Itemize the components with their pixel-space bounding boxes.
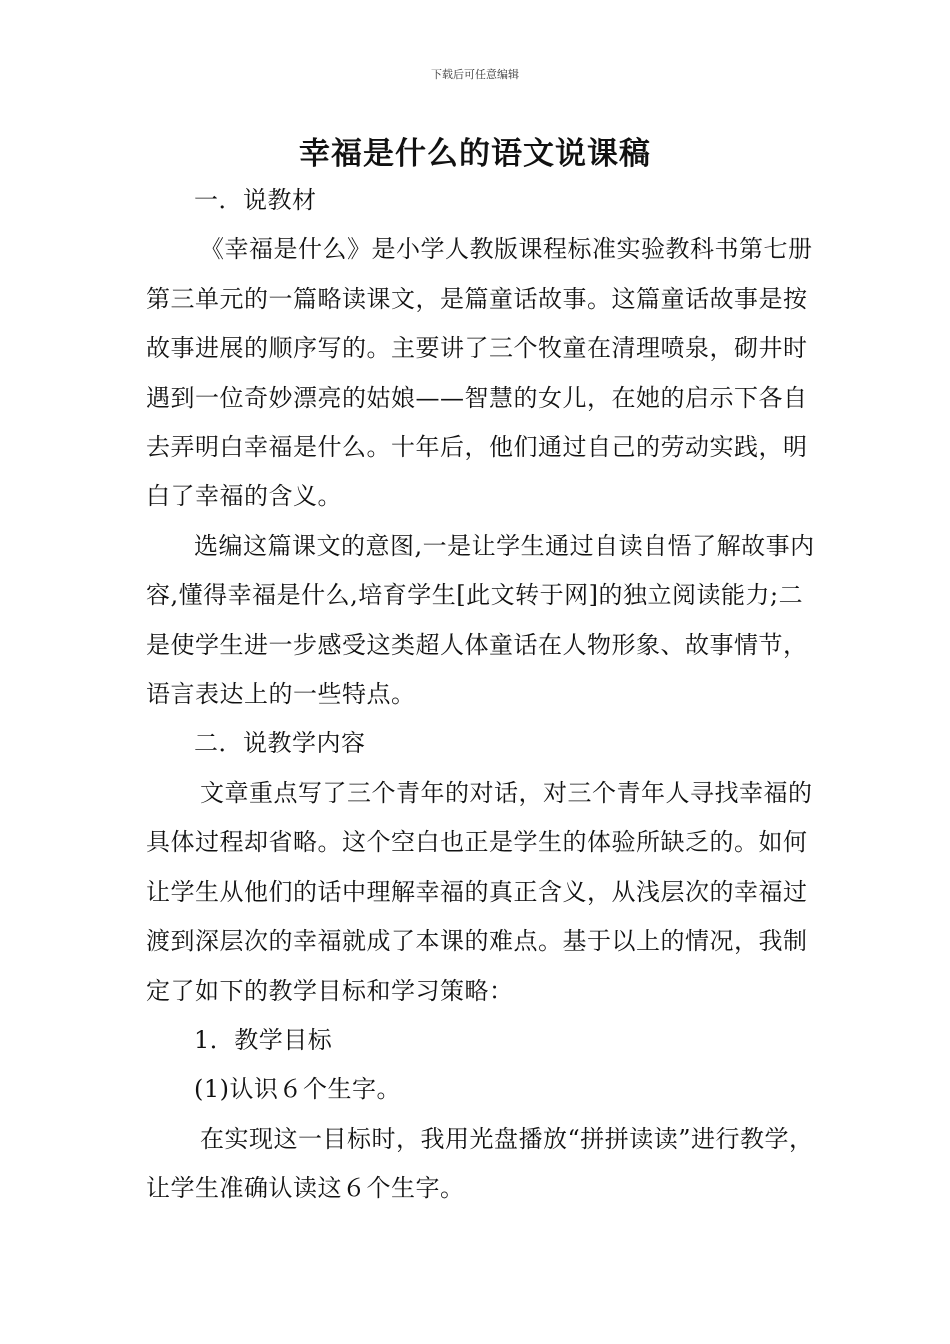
paragraph-textbook-intent: 选编这篇课文的意图,一是让学生通过自读自悟了解故事内容,懂得幸福是什么,培育学生[此文转于网]的独立阅读能力;二是使学生进一步感受这类超人体童话在人物形象、故事情节，语言表达上的一些特点。 bbox=[146, 531, 815, 709]
paragraph-textbook-intro: 《幸福是什么》是小学人教版课程标准实验教科书第七册第三单元的一篇略读课文，是篇童话故事。这篇童话故事是按故事进展的顺序写的。主要讲了三个牧童在清理喷泉，砌井时遇到一位奇妙漂亮的姑娘——智慧的女儿，在她的启示下各自去弄明白幸福是什么。十年后，他们通过自己的劳动实践，明白了幸福的含义。 bbox=[146, 235, 813, 511]
goal-item-characters: (1)认识６个生字。 bbox=[194, 1075, 401, 1104]
paragraph-goal-method: 在实现这一目标时，我用光盘播放“拼拼读读”进行教学，让学生准确认读这６个生字。 bbox=[146, 1124, 814, 1203]
paragraph-content-focus: 文章重点写了三个青年的对话，对三个青年人寻找幸福的具体过程却省略。这个空白也正是学生的体验所缺乏的。如何让学生从他们的话中理解幸福的真正含义，从浅层次的幸福过渡到深层次的幸福就成了本课的难点。基于以上的情况，我制定了如下的教学目标和学习策略： bbox=[146, 778, 813, 1005]
document-title: 幸福是什么的语文说课稿 bbox=[299, 136, 651, 172]
document-body bbox=[146, 176, 826, 1214]
section-heading-content: 二．说教学内容 bbox=[194, 729, 366, 758]
page-header-note: 下载后可任意编辑 bbox=[431, 68, 519, 81]
subheading-teaching-goals: 1．教学目标 bbox=[194, 1025, 333, 1054]
section-heading-textbook: 一．说教材 bbox=[194, 186, 317, 214]
